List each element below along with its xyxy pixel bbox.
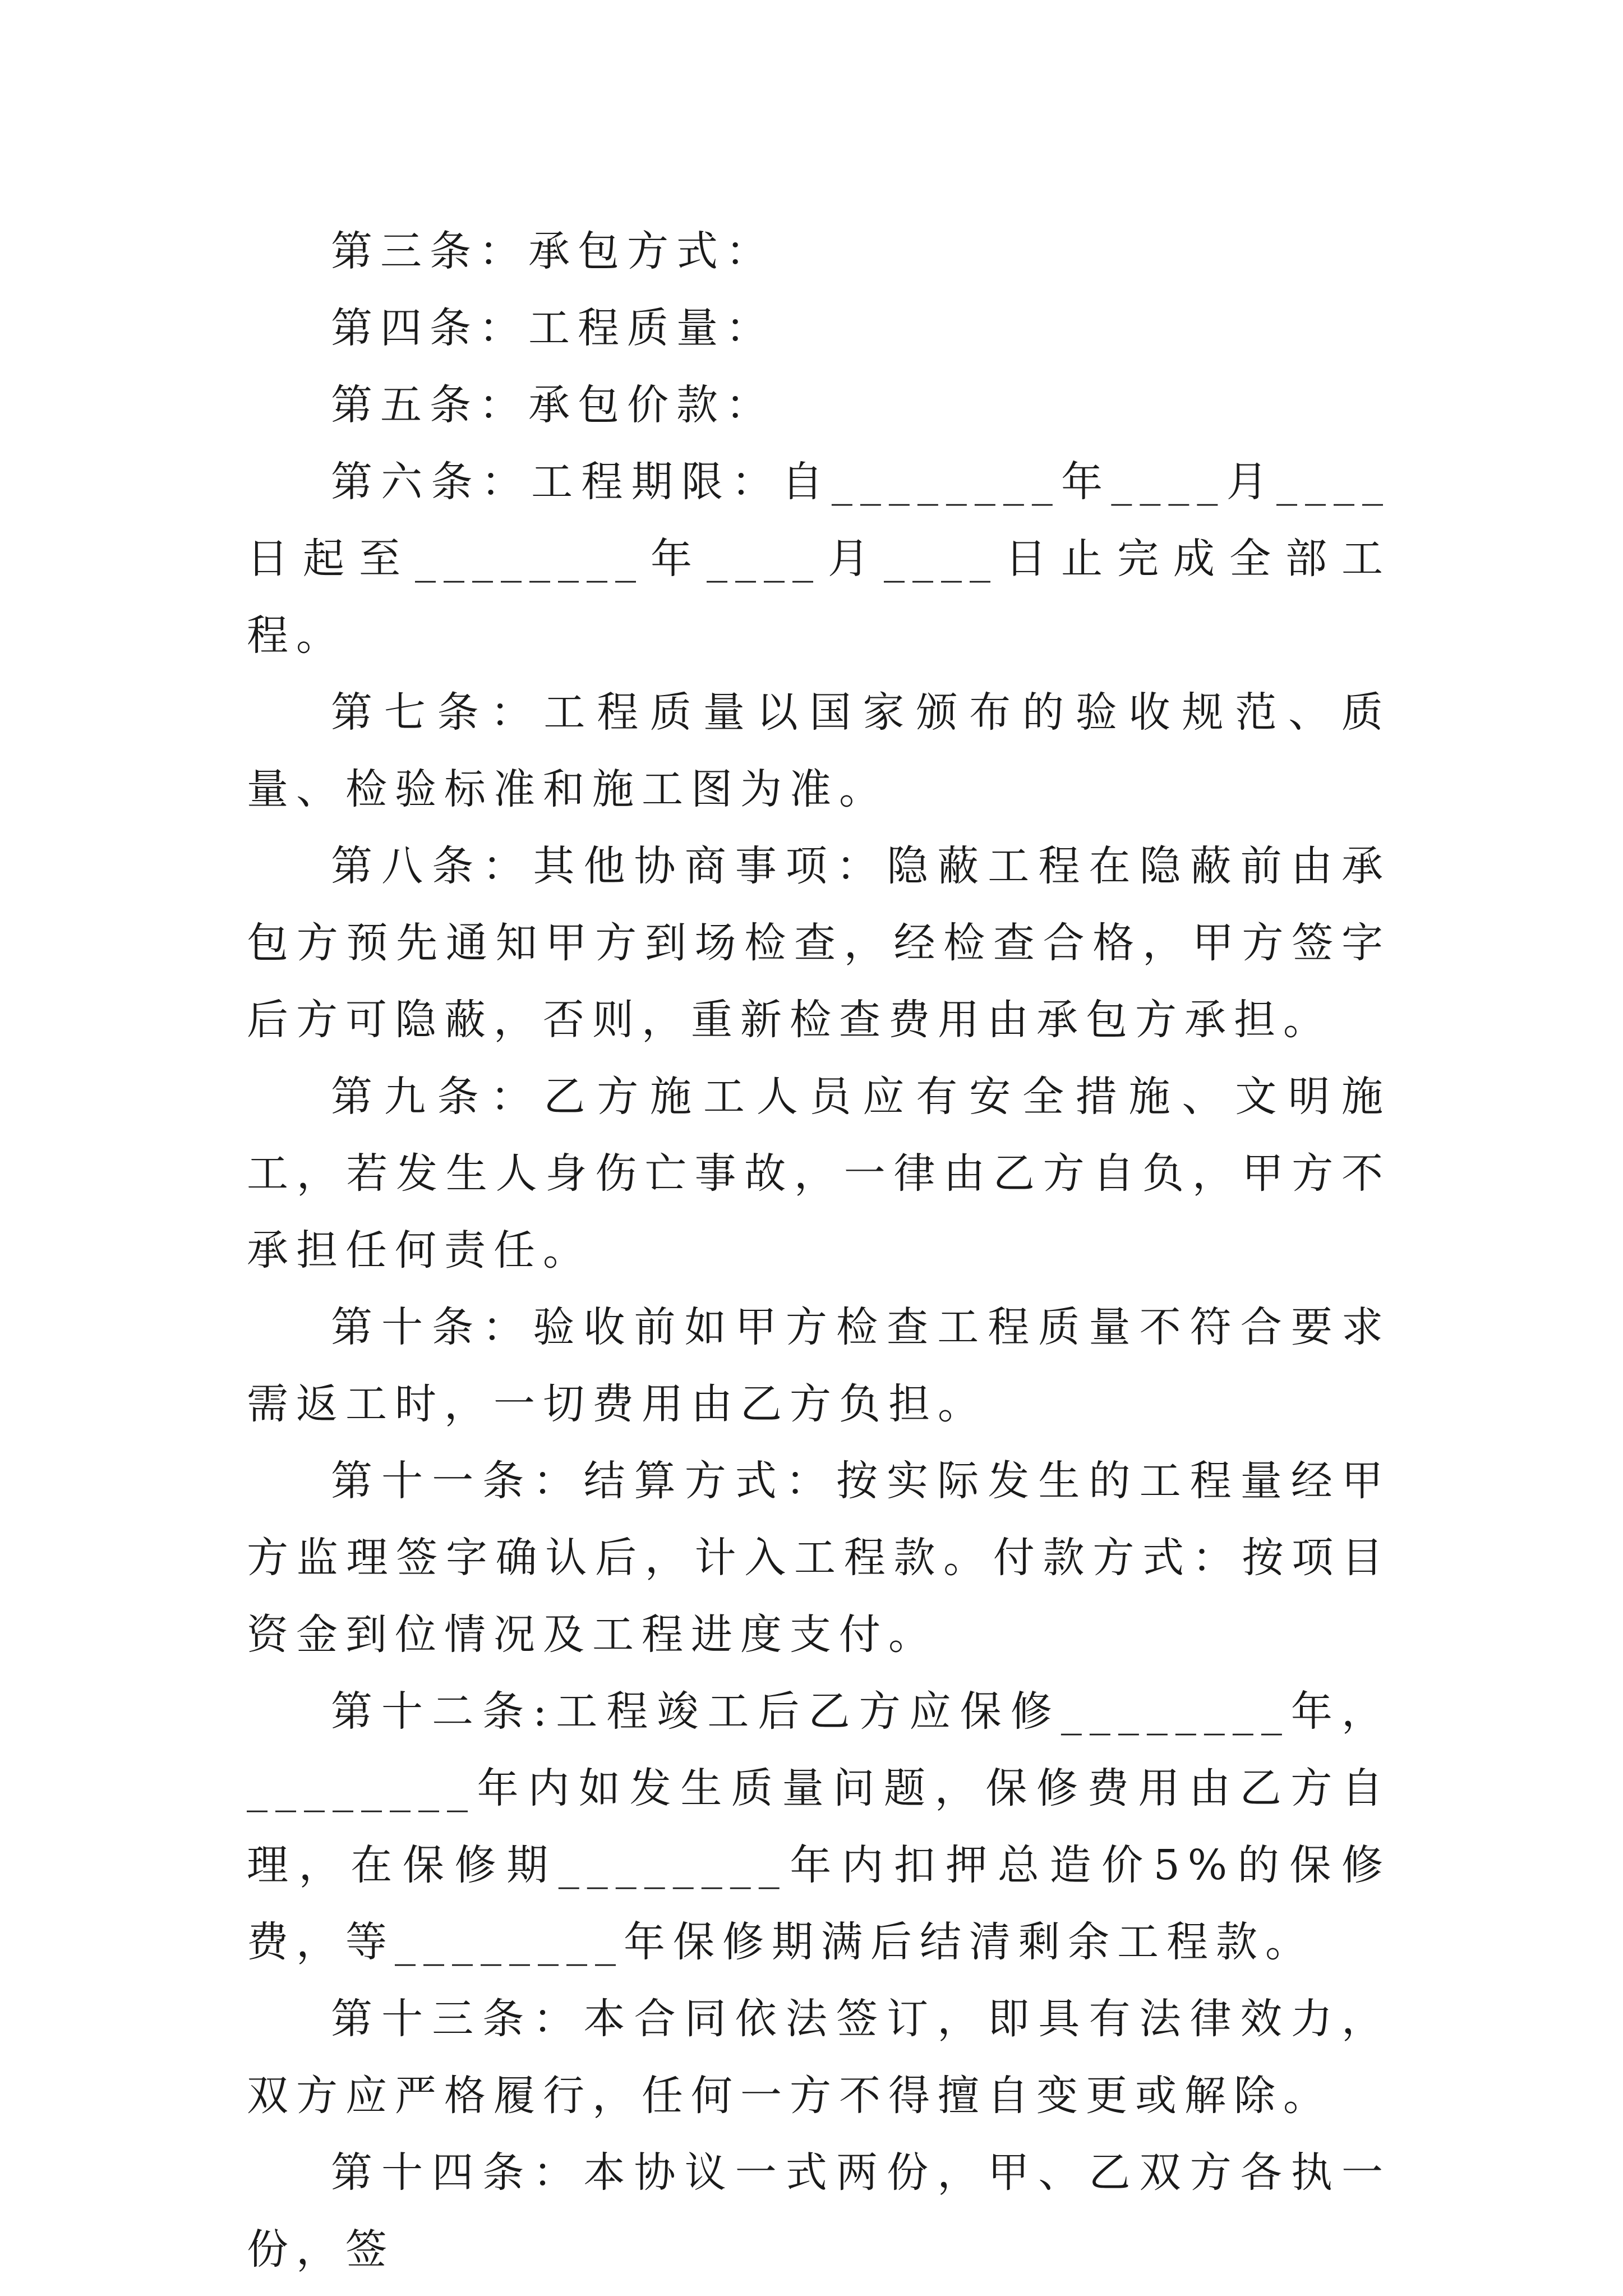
clause-5-price: 第五条：承包价款： [331,381,775,429]
clause-9-safety: 第九条：乙方施工人员应有安全措施、文明施工，若发生人身伤亡事故，一律由乙方自负，甲方不承担任何责任。 [247,1073,1391,1274]
clause-4-quality: 第四条：工程质量： [331,304,775,352]
clause-14-copies: 第十四条：本协议一式两份，甲、乙双方各执一份，签 [247,2148,1391,2274]
clause-12-warranty: 第十二条:工程竣工后乙方应保修________年，________年内如发生质量问题，保修费用由乙方自理，在保修期________年内扣押总造价5%的保修费，等________年保修期满后结清剩余工程款。 [247,1687,1391,1966]
clause-7-standards: 第七条：工程质量以国家颁布的验收规范、质量、检验标准和施工图为准。 [247,688,1391,813]
clause-13-validity: 第十三条：本合同依法签订，即具有法律效力，双方应严格履行，任何一方不得擅自变更或解除。 [247,1995,1391,2120]
clause-8-other-matters: 第八条：其他协商事项：隐蔽工程在隐蔽前由承包方预先通知甲方到场检查，经检查合格，甲方签字后方可隐蔽，否则，重新检查费用由承包方承担。 [247,842,1391,1044]
clause-10-rework: 第十条：验收前如甲方检查工程质量不符合要求需返工时，一切费用由乙方负担。 [247,1303,1391,1428]
clause-6-duration: 第六条：工程期限：自________年____月____日起至________年____月____日止完成全部工程。 [247,458,1391,660]
contract-body [247,213,1391,2288]
clause-3-payment-method: 第三条：承包方式： [331,227,775,275]
clause-11-settlement: 第十一条：结算方式：按实际发生的工程量经甲方监理签字确认后，计入工程款。付款方式：按项目资金到位情况及工程进度支付。 [247,1457,1391,1659]
